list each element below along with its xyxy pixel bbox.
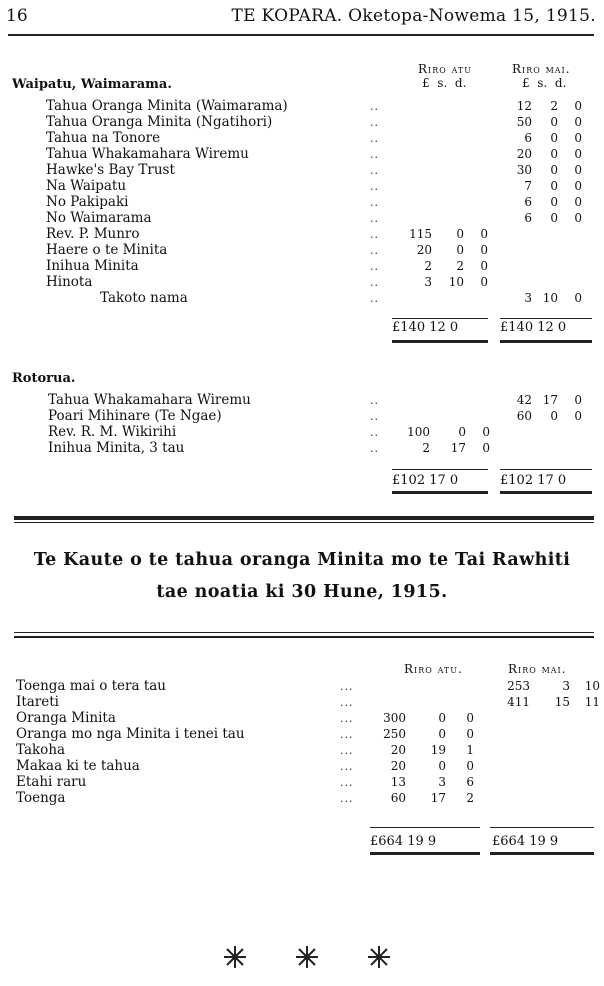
amount-in-pence: 0: [574, 131, 582, 145]
amount-out-pounds: 100: [407, 425, 430, 439]
col-out-heading: Riro atu: [418, 62, 473, 76]
leader-dots: ..: [370, 410, 379, 423]
account-row-label: Oranga Minita: [16, 710, 116, 726]
flower-ornament-icon: [222, 944, 248, 970]
amount-in-pence: 0: [574, 195, 582, 209]
amount-in-pence: 10: [584, 679, 600, 693]
amount-in-pounds: 42: [516, 393, 532, 407]
double-rule: [500, 491, 592, 494]
double-rule: [392, 491, 488, 494]
leader-dots: ...: [340, 744, 354, 757]
amount-in-shillings: 0: [550, 115, 558, 129]
amount-in-pounds: 253: [507, 679, 530, 693]
units-in: £ s. d.: [522, 76, 567, 90]
amount-out-shillings: 17: [430, 791, 446, 805]
divider: [14, 636, 594, 638]
account-row-label: Etahi raru: [16, 774, 87, 790]
account-row-label: Makaa ki te tahua: [16, 758, 140, 774]
amount-in-pounds: 6: [524, 195, 532, 209]
amount-in-pence: 0: [574, 409, 582, 423]
leader-dots: ..: [370, 244, 379, 257]
amount-out-pounds: 13: [390, 775, 406, 789]
account-row-label: Hinota: [46, 274, 93, 290]
amount-out-pounds: 3: [424, 275, 432, 289]
rule: [500, 469, 592, 470]
account-row-label: Inihua Minita, 3 tau: [48, 440, 185, 456]
account-row-label: Inihua Minita: [46, 258, 139, 274]
amount-out-pence: 0: [482, 425, 490, 439]
amount-in-pounds: 6: [524, 211, 532, 225]
account-row-label: Takoto nama: [100, 290, 188, 306]
amount-in-shillings: 15: [554, 695, 570, 709]
amount-in-pounds: 411: [507, 695, 530, 709]
double-rule: [370, 852, 480, 855]
leader-dots: ..: [370, 394, 379, 407]
account-row-label: Toenga mai o tera tau: [16, 678, 167, 694]
account-row-label: Poari Mihinare (Te Ngae): [48, 408, 222, 424]
leader-dots: ...: [340, 696, 354, 709]
leader-dots: ...: [340, 712, 354, 725]
amount-out-pence: 0: [466, 759, 474, 773]
amount-out-pence: 0: [480, 275, 488, 289]
amount-in-pence: 0: [574, 211, 582, 225]
page-header: [0, 0, 596, 30]
amount-in-pence: 0: [574, 115, 582, 129]
amount-out-shillings: 0: [438, 711, 446, 725]
amount-in-pounds: 3: [524, 291, 532, 305]
leader-dots: ..: [370, 276, 379, 289]
running-title: TE KOPARA. Oketopa-Nowema 15, 1915.: [231, 6, 596, 26]
amount-out-pounds: 20: [390, 759, 406, 773]
amount-out-pence: 0: [480, 243, 488, 257]
amount-out-shillings: 0: [438, 759, 446, 773]
amount-in-shillings: 17: [542, 393, 558, 407]
amount-in-shillings: 0: [550, 409, 558, 423]
section-heading: Waipatu, Waimarama.: [12, 77, 172, 92]
amount-in-pence: 0: [574, 393, 582, 407]
double-rule: [392, 340, 488, 343]
account-row-label: Tahua Whakamahara Wiremu: [46, 146, 249, 162]
amount-out-shillings: 3: [438, 775, 446, 789]
leader-dots: ..: [370, 164, 379, 177]
leader-dots: ...: [340, 680, 354, 693]
amount-out-shillings: 2: [456, 259, 464, 273]
account-row-label: No Pakipaki: [46, 194, 129, 210]
flower-ornament-icon: [366, 944, 392, 970]
account-row-label: Na Waipatu: [46, 178, 127, 194]
amount-in-shillings: 10: [542, 291, 558, 305]
total-out: £140 12 0: [392, 320, 459, 335]
section-divider: [14, 522, 594, 523]
account-row-label: Haere o te Minita: [46, 242, 168, 258]
amount-out-pounds: 60: [390, 791, 406, 805]
double-rule: [490, 852, 594, 855]
leader-dots: ..: [370, 228, 379, 241]
account-row-label: Hawke's Bay Trust: [46, 162, 175, 178]
leader-dots: ..: [370, 260, 379, 273]
account-row-label: Takoha: [16, 742, 66, 758]
amount-out-pence: 0: [466, 727, 474, 741]
amount-out-pence: 6: [466, 775, 474, 789]
amount-out-pence: 1: [466, 743, 474, 757]
double-rule: [500, 340, 592, 343]
leader-dots: ..: [370, 148, 379, 161]
amount-out-shillings: 10: [448, 275, 464, 289]
leader-dots: ..: [370, 180, 379, 193]
amount-in-shillings: 0: [550, 163, 558, 177]
amount-in-pence: 11: [584, 695, 600, 709]
amount-in-shillings: 0: [550, 179, 558, 193]
amount-out-pounds: 115: [409, 227, 432, 241]
amount-in-shillings: 2: [550, 99, 558, 113]
rule: [500, 318, 592, 319]
amount-in-pence: 0: [574, 147, 582, 161]
amount-in-shillings: 0: [550, 195, 558, 209]
amount-out-shillings: 0: [456, 227, 464, 241]
page-number: 16: [6, 6, 28, 26]
amount-out-pence: 0: [482, 441, 490, 455]
account-row-label: Itareti: [16, 694, 59, 710]
amount-out-shillings: 0: [456, 243, 464, 257]
amount-out-pounds: 20: [416, 243, 432, 257]
amount-out-pounds: 2: [422, 441, 430, 455]
total-in: £102 17 0: [500, 473, 567, 488]
leader-dots: ..: [370, 100, 379, 113]
account-row-label: Oranga mo nga Minita i tenei tau: [16, 726, 245, 742]
total-out: £664 19 9: [370, 834, 437, 849]
total-in: £140 12 0: [500, 320, 567, 335]
amount-in-shillings: 0: [550, 131, 558, 145]
leader-dots: ..: [370, 426, 379, 439]
rule: [392, 318, 488, 319]
account-row-label: Tahua na Tonore: [46, 130, 161, 146]
amount-in-pence: 0: [574, 163, 582, 177]
header-rule: [8, 34, 594, 36]
account-row-label: Toenga: [16, 790, 66, 806]
amount-in-shillings: 0: [550, 147, 558, 161]
units-out: £ s. d.: [422, 76, 467, 90]
amount-in-pounds: 20: [516, 147, 532, 161]
leader-dots: ...: [340, 760, 354, 773]
amount-out-shillings: 0: [458, 425, 466, 439]
leader-dots: ...: [340, 728, 354, 741]
account-row-label: Tahua Oranga Minita (Ngatihori): [46, 114, 273, 130]
account-title-line1: Te Kaute o te tahua oranga Minita mo te Tai Rawhiti: [33, 550, 571, 570]
amount-in-pence: 0: [574, 99, 582, 113]
account-row-label: Tahua Whakamahara Wiremu: [48, 392, 251, 408]
col-in-heading: Riro mai.: [512, 62, 571, 76]
amount-out-pence: 0: [480, 227, 488, 241]
rule: [370, 827, 480, 828]
amount-out-pounds: 2: [424, 259, 432, 273]
amount-in-shillings: 3: [562, 679, 570, 693]
leader-dots: ..: [370, 442, 379, 455]
amount-out-shillings: 0: [438, 727, 446, 741]
amount-out-shillings: 17: [450, 441, 466, 455]
amount-out-pounds: 20: [390, 743, 406, 757]
account-row-label: Rev. P. Munro: [46, 226, 140, 242]
divider: [14, 632, 594, 633]
amount-out-pounds: 250: [383, 727, 406, 741]
amount-out-pounds: 300: [383, 711, 406, 725]
flower-ornament-icon: [294, 944, 320, 970]
amount-in-pounds: 30: [516, 163, 532, 177]
amount-in-pounds: 60: [516, 409, 532, 423]
leader-dots: ..: [370, 292, 379, 305]
leader-dots: ..: [370, 212, 379, 225]
leader-dots: ..: [370, 196, 379, 209]
section-divider: [14, 516, 594, 520]
amount-in-pounds: 7: [524, 179, 532, 193]
rule: [490, 827, 594, 828]
leader-dots: ..: [370, 116, 379, 129]
account-row-label: Rev. R. M. Wikirihi: [48, 424, 177, 440]
col-in-heading: Riro mai.: [508, 662, 567, 676]
account-row-label: Tahua Oranga Minita (Waimarama): [46, 98, 288, 114]
leader-dots: ...: [340, 792, 354, 805]
leader-dots: ...: [340, 776, 354, 789]
amount-in-pounds: 12: [516, 99, 532, 113]
amount-out-pence: 2: [466, 791, 474, 805]
amount-in-pounds: 50: [516, 115, 532, 129]
col-out-heading: Riro atu.: [404, 662, 463, 676]
section-heading: Rotorua.: [12, 371, 76, 386]
amount-in-pence: 0: [574, 179, 582, 193]
amount-out-shillings: 19: [430, 743, 446, 757]
account-title-line2: tae noatia ki 30 Hune, 1915.: [156, 582, 448, 602]
account-row-label: No Waimarama: [46, 210, 152, 226]
rule: [392, 469, 488, 470]
amount-in-shillings: 0: [550, 211, 558, 225]
amount-in-pounds: 6: [524, 131, 532, 145]
total-out: £102 17 0: [392, 473, 459, 488]
amount-in-pence: 0: [574, 291, 582, 305]
amount-out-pence: 0: [466, 711, 474, 725]
leader-dots: ..: [370, 132, 379, 145]
total-in: £664 19 9: [492, 834, 559, 849]
amount-out-pence: 0: [480, 259, 488, 273]
